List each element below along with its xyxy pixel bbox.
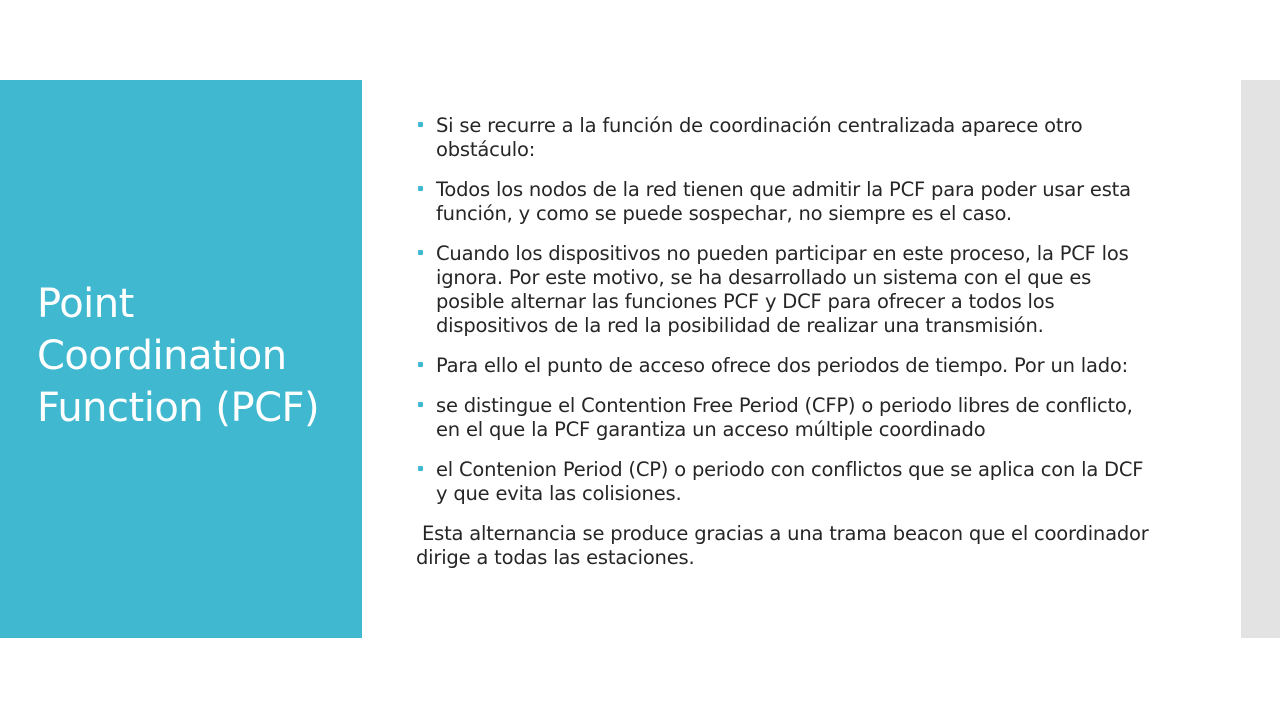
bullet-item [416, 242, 1156, 338]
bullet-item [416, 178, 1156, 226]
right-decorative-strip [1241, 80, 1280, 638]
bullet-text: se distingue el Contention Free Period (CFP) o periodo libres de conflicto, en el que la PCF garantiza un acceso múltiple coordinado [436, 394, 1133, 441]
bullet-item [416, 354, 1156, 378]
bullet-marker-icon [418, 402, 423, 407]
bullet-marker-icon [418, 186, 423, 191]
bullet-marker-icon [418, 122, 423, 127]
bullet-marker-icon [418, 466, 423, 471]
bullet-text: Si se recurre a la función de coordinación centralizada aparece otro obstáculo: [436, 114, 1083, 161]
bullet-item [416, 394, 1156, 442]
slide-title: Point Coordination Function (PCF) [37, 281, 320, 431]
closing-paragraph: Esta alternancia se produce gracias a una trama beacon que el coordinador dirige a todas las estaciones. [416, 522, 1155, 569]
bullet-text: el Contenion Period (CP) o periodo con conflictos que se aplica con la DCF y que evita las colisiones. [436, 458, 1144, 505]
slide-content [416, 114, 1156, 570]
bullet-item [416, 458, 1156, 506]
bullet-marker-icon [418, 250, 423, 255]
bullet-item [416, 114, 1156, 162]
bullet-text: Todos los nodos de la red tienen que admitir la PCF para poder usar esta función, y como se puede sospechar, no siempre es el caso. [436, 178, 1131, 225]
bullet-text: Cuando los dispositivos no pueden participar en este proceso, la PCF los ignora. Por este motivo, se ha desarrollado un sistema con el que es posible alternar las funciones PCF y DCF para ofrecer a todos los dispositivos de la red la posibilidad de realizar una transmisión. [436, 242, 1129, 337]
bullet-text: Para ello el punto de acceso ofrece dos periodos de tiempo. Por un lado: [436, 354, 1129, 377]
bullet-marker-icon [418, 362, 423, 367]
